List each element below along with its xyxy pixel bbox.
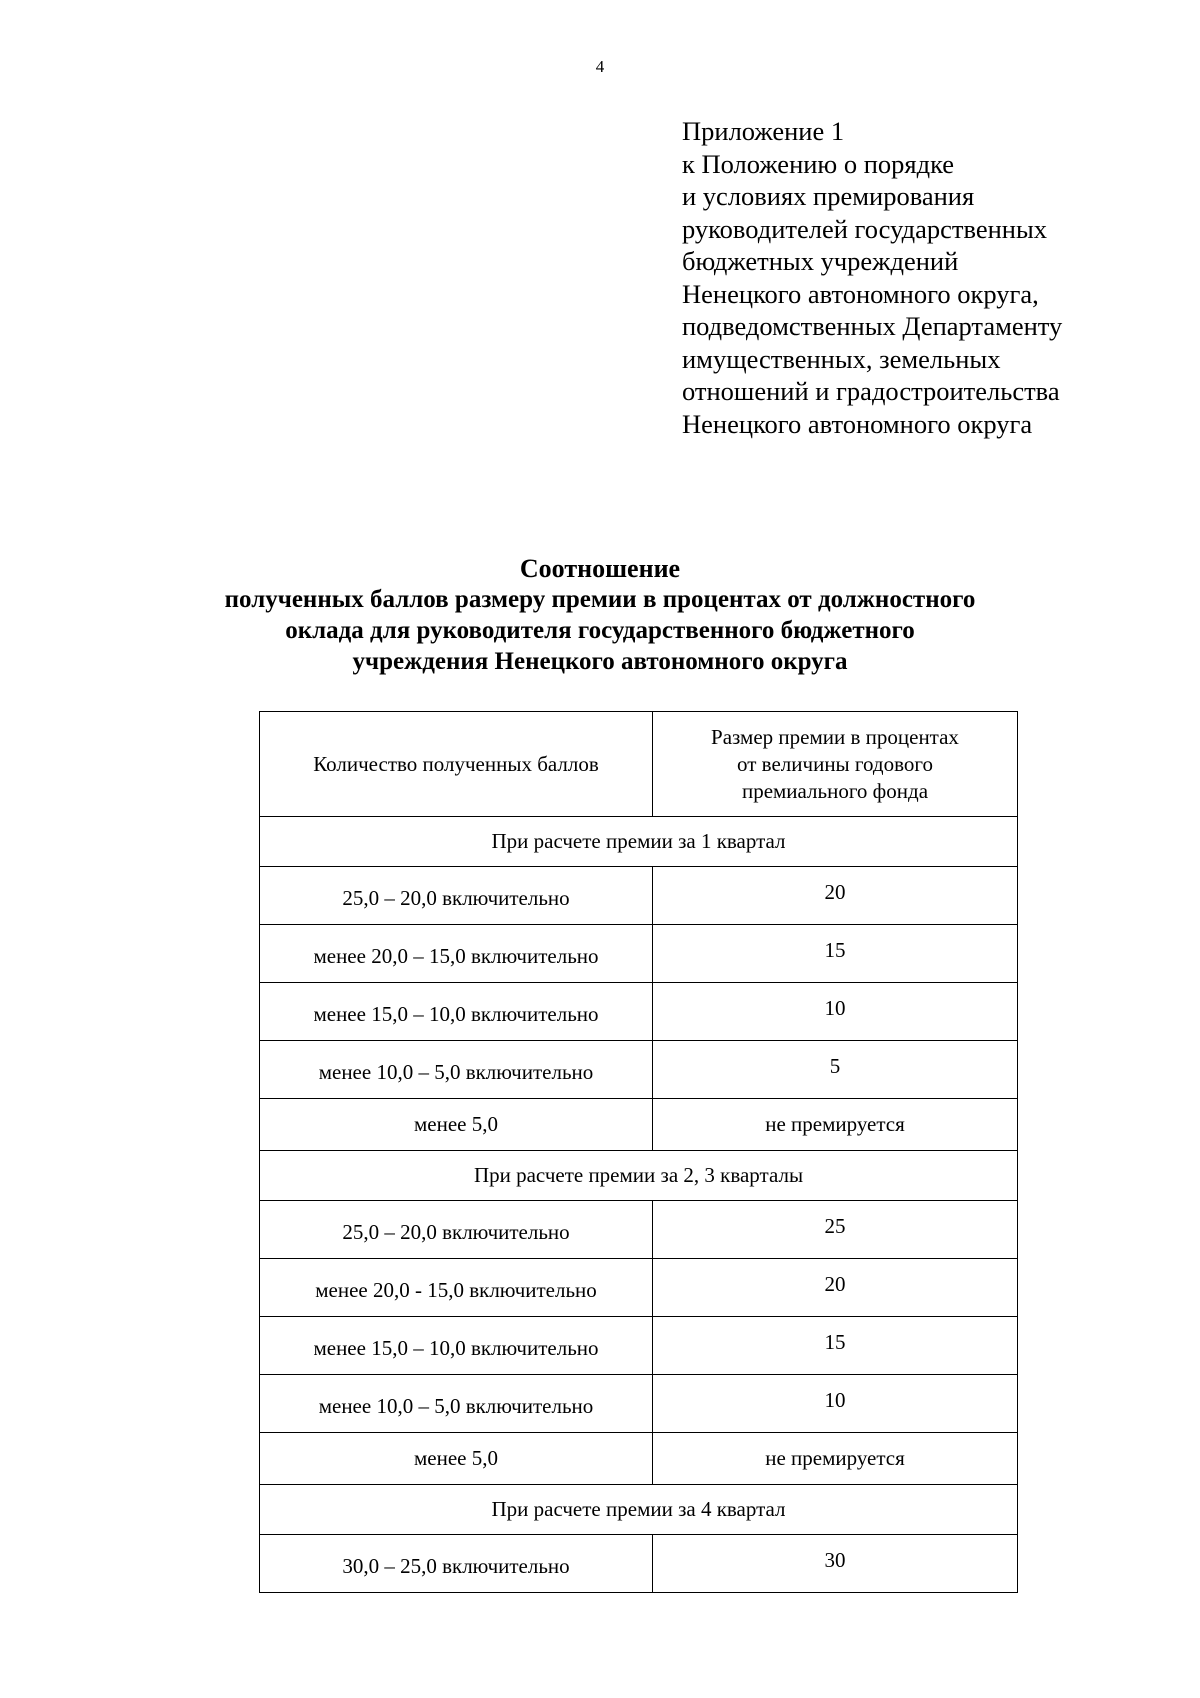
table-row bbox=[260, 1433, 1018, 1485]
premium-cell: 10 bbox=[653, 1375, 1018, 1433]
document-heading bbox=[0, 553, 1200, 677]
table-row bbox=[260, 1099, 1018, 1151]
page-number: 4 bbox=[595, 57, 605, 76]
score-cell: 30,0 – 25,0 включительно bbox=[260, 1535, 653, 1593]
score-cell: менее 20,0 – 15,0 включительно bbox=[260, 925, 653, 983]
premium-header-line: Размер премии в процентах bbox=[711, 724, 959, 749]
table-row bbox=[260, 1041, 1018, 1099]
premium-cell: 20 bbox=[653, 867, 1018, 925]
premium-header-line: премиального фонда bbox=[741, 778, 929, 803]
score-cell: менее 5,0 bbox=[260, 1099, 653, 1151]
table-row bbox=[260, 867, 1018, 925]
premium-cell: 5 bbox=[653, 1041, 1018, 1099]
score-cell: менее 15,0 – 10,0 включительно bbox=[260, 983, 653, 1041]
score-column-header: Количество полученных баллов bbox=[260, 712, 653, 817]
section-row bbox=[260, 1485, 1018, 1535]
section-title: При расчете премии за 2, 3 кварталы bbox=[260, 1151, 1018, 1201]
table-row bbox=[260, 1535, 1018, 1593]
table-row bbox=[260, 1259, 1018, 1317]
document-title: Соотношение bbox=[519, 554, 681, 583]
section-row bbox=[260, 1151, 1018, 1201]
table-row bbox=[260, 983, 1018, 1041]
premium-cell: 10 bbox=[653, 983, 1018, 1041]
document-subtitle-line: полученных баллов размеру премии в процентах от должностного bbox=[224, 586, 976, 613]
section-title: При расчете премии за 1 квартал bbox=[260, 817, 1018, 867]
section-row bbox=[260, 817, 1018, 867]
appendix-line: отношений и градостроительства bbox=[682, 376, 1060, 406]
appendix-line: руководителей государственных bbox=[682, 213, 1048, 244]
appendix-line: к Положению о порядке bbox=[682, 148, 955, 179]
score-cell: менее 10,0 – 5,0 включительно bbox=[260, 1041, 653, 1099]
document-subtitle-line: учреждения Ненецкого автономного округа bbox=[352, 648, 848, 675]
table-row bbox=[260, 925, 1018, 983]
premium-cell: 15 bbox=[653, 1317, 1018, 1375]
appendix-line: бюджетных учреждений bbox=[682, 246, 959, 276]
score-cell: менее 20,0 - 15,0 включительно bbox=[260, 1259, 653, 1317]
score-cell: менее 15,0 – 10,0 включительно bbox=[260, 1317, 653, 1375]
table-header-row bbox=[260, 712, 1018, 817]
premium-cell: 20 bbox=[653, 1259, 1018, 1317]
appendix-line: Ненецкого автономного округа, bbox=[682, 278, 1039, 309]
premium-cell: не премируется bbox=[653, 1433, 1018, 1485]
section-title: При расчете премии за 4 квартал bbox=[260, 1485, 1018, 1535]
premium-cell: не премируется bbox=[653, 1099, 1018, 1151]
appendix-line: имущественных, земельных bbox=[682, 343, 1001, 374]
score-cell: 25,0 – 20,0 включительно bbox=[260, 1201, 653, 1259]
appendix-reference bbox=[682, 115, 1182, 440]
premium-cell: 15 bbox=[653, 925, 1018, 983]
score-cell: менее 10,0 – 5,0 включительно bbox=[260, 1375, 653, 1433]
table-row bbox=[260, 1375, 1018, 1433]
premium-ratio-table bbox=[259, 711, 1018, 1593]
score-cell: 25,0 – 20,0 включительно bbox=[260, 867, 653, 925]
appendix-line: Приложение 1 bbox=[682, 116, 845, 146]
document-subtitle-line: оклада для руководителя государственного бюджетного bbox=[285, 617, 915, 644]
premium-cell: 30 bbox=[653, 1535, 1018, 1593]
appendix-line: Ненецкого автономного округа bbox=[682, 408, 1033, 439]
appendix-line: и условиях премирования bbox=[682, 181, 975, 211]
appendix-line: подведомственных Департаменту bbox=[682, 311, 1063, 341]
table-row bbox=[260, 1317, 1018, 1375]
premium-header-line: от величины годового bbox=[737, 751, 933, 776]
premium-cell: 25 bbox=[653, 1201, 1018, 1259]
premium-column-header bbox=[653, 712, 1018, 817]
score-cell: менее 5,0 bbox=[260, 1433, 653, 1485]
table-row bbox=[260, 1201, 1018, 1259]
